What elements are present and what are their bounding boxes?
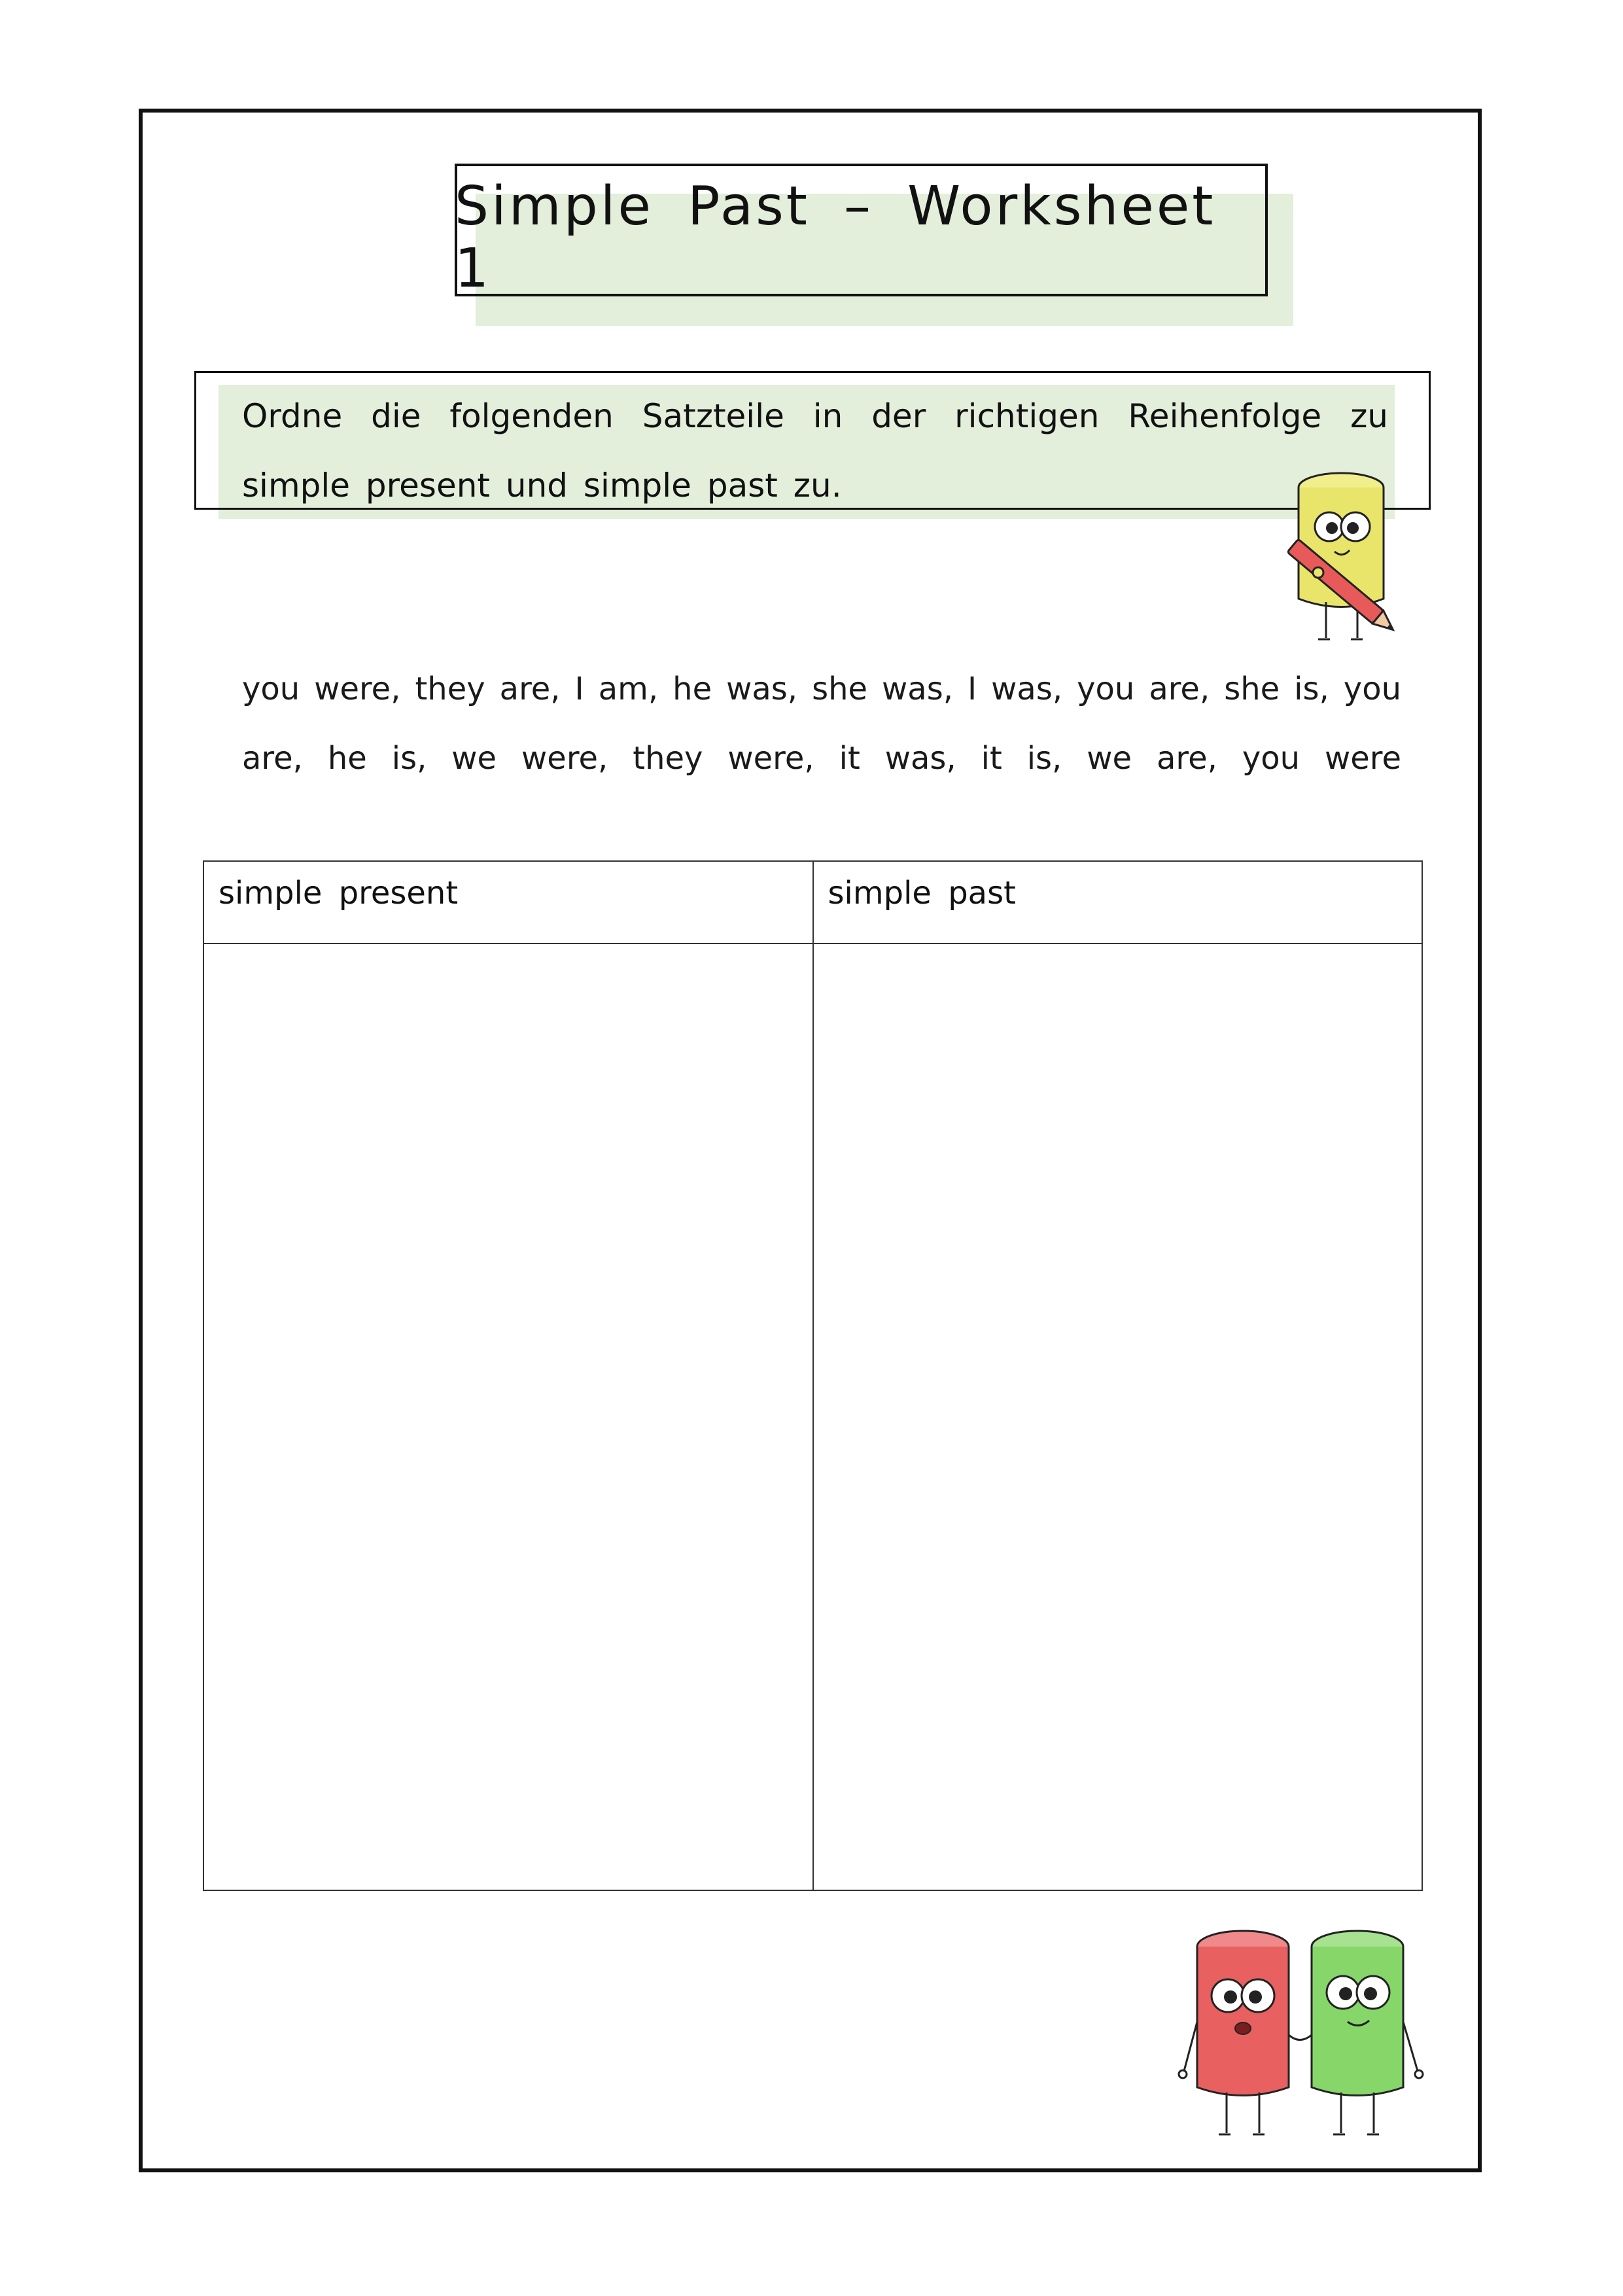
worksheet-title: Simple Past – Worksheet 1	[455, 175, 1216, 300]
answer-cell-simple-past[interactable]	[813, 944, 1423, 1890]
word-bank: you were, they are, I am, he was, she was, I was, you are, she is, you are, he is, we were, they were, it was, it is, we are, you were	[242, 671, 1401, 777]
table-header-row	[203, 861, 1422, 944]
column-header-simple-past: simple past	[813, 861, 1423, 944]
instruction-text: Ordne die folgenden Satzteile in der richtigen Reihenfolge zu simple present und simple past zu.	[242, 397, 1388, 504]
column-header-simple-present: simple present	[203, 861, 813, 944]
red-and-green-mascots-icon	[1174, 1924, 1429, 2146]
yellow-mascot-with-pencil-icon	[1266, 468, 1423, 658]
table-answer-row	[203, 944, 1422, 1890]
answer-cell-simple-present[interactable]	[203, 944, 813, 1890]
sorting-table	[203, 860, 1423, 1891]
